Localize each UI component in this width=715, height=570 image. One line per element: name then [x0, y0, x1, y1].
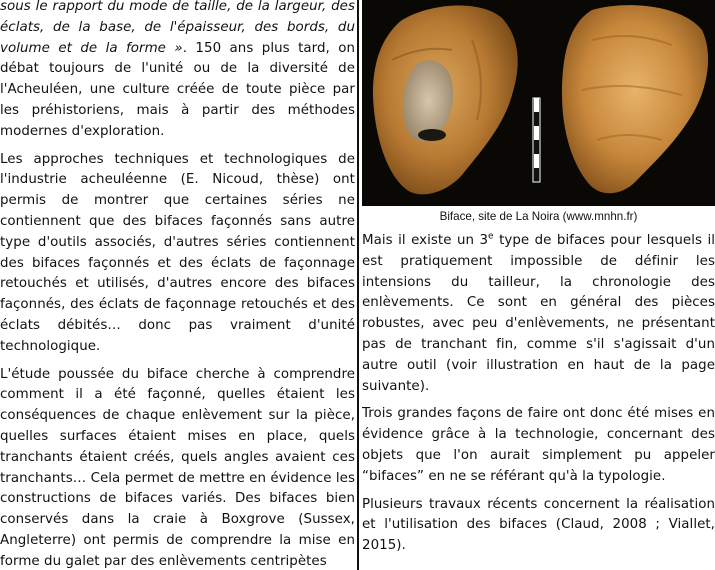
- label-tag: [418, 129, 446, 141]
- right-paragraph-3: Plusieurs travaux récents concernent la réalisation et l'utilisation des bifaces (Claud, 2008 ; Viallet, 2015).: [362, 496, 715, 554]
- paragraph-1: [0, 0, 355, 143]
- paragraph-3: L'étude poussée du biface cherche à comprendre comment il a été façonné, quelles étaient les conséquences de chaque enlèvement sur la pièce, quelles surfaces étaient mises en place, quels tranchants étaient créés, quels angles avaient ces tranchants… Cela permet de mettre en évidence les constructions de bifaces variés. Des bifaces bien conservés dans la craie à Boxgrove (Sussex, Angleterre) ont permis de comprendre la mise en forme du galet par des enlèvements centripètes: [0, 366, 355, 569]
- quote-italic: sous le rapport du mode de taille, de la largeur, des éclats, de la base, de l'épaisseur, des bords, du volume et de la forme »: [0, 0, 355, 56]
- paragraph-1-rest: . 150 ans plus tard, on débat toujours de l'unité ou de la diversité de l'Acheuléen, une culture créée de toute pièce par les préhistoriens, mais à partir des méthodes modernes d'exploration.: [0, 40, 355, 139]
- photo-caption: Biface, site de La Noira (www.mnhn.fr): [439, 210, 638, 223]
- right-paragraph-1: [362, 231, 715, 397]
- biface-photo: [362, 0, 715, 206]
- right-paragraph-2: Trois grandes façons de faire ont donc été mises en évidence grâce à la technologie, concernant des objets que l'on aurait simplement pu appeler “bifaces” en ne se référant qu'à la typologie.: [362, 406, 715, 484]
- scale-bar-seg: [534, 98, 539, 112]
- superscript-e: e: [488, 231, 494, 242]
- right-p1-end: type de bifaces pour lesquels il est pratiquement impossible de définir les intensions du tailleur, la chronologie des enlèvements. Ce sont en général des pièces robustes, avec peu d'enlèvements, ne présentant pas de tranchant fin, comme s'il s'agissait d'un autre outil (voir illustration en haut de la page suivante).: [362, 233, 715, 394]
- column-divider: [357, 0, 359, 570]
- biface-image: [362, 0, 715, 206]
- paragraph-2: Les approches techniques et technologiques de l'industrie acheuléenne (E. Nicoud, thèse) ont permis de montrer que certaines séries ne contiennent que des bifaces façonnés sans autre type d'outils associés, d'autres séries contiennent des bifaces façonnés et des éclats de façonnage retouchés et utilisés, d'autres encore des bifaces façonnés, des éclats de façonnage retouchés et des éclats débités… donc pas vraiment d'unité technologique.: [0, 151, 355, 354]
- right-column: [362, 0, 715, 570]
- left-column: [0, 0, 355, 570]
- right-p1-start: Mais il existe un 3: [362, 233, 489, 248]
